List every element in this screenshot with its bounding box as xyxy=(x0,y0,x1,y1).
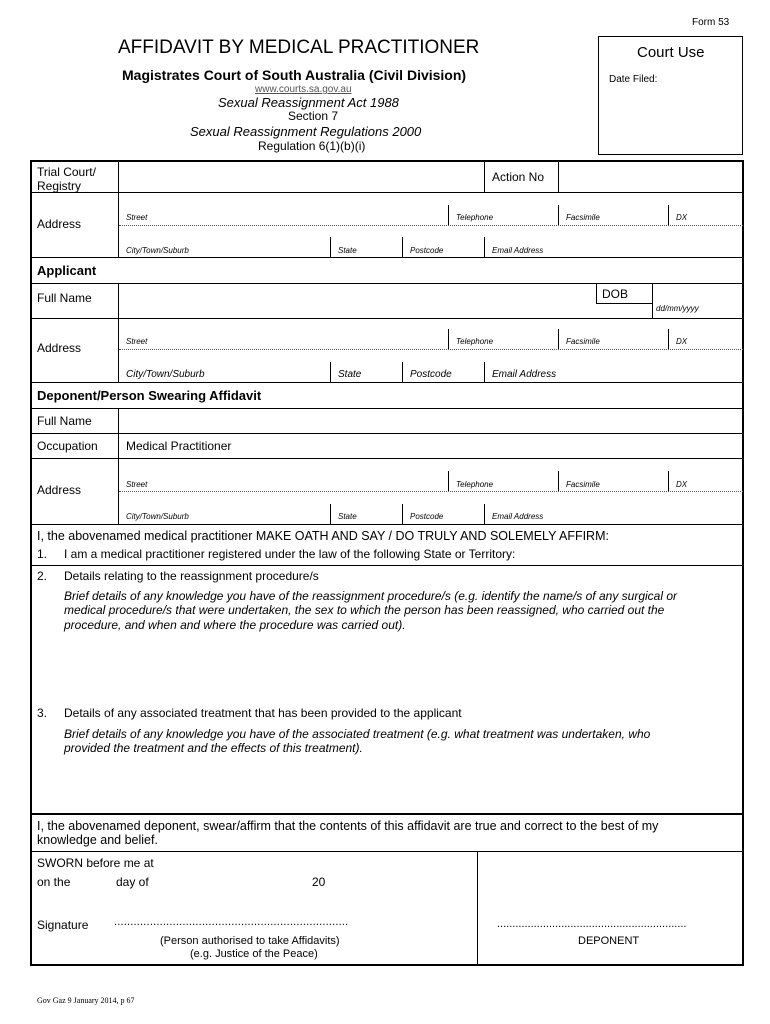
applicant-facsimile-input[interactable] xyxy=(560,320,664,348)
authorised-person-caption: (Person authorised to take Affidavits) xyxy=(160,935,340,947)
court-website-link[interactable]: www.courts.sa.gov.au xyxy=(255,84,352,95)
applicant-email-input[interactable] xyxy=(486,351,742,381)
deponent-heading: Deponent/Person Swearing Affidavit xyxy=(37,388,262,403)
applicant-heading: Applicant xyxy=(37,263,97,278)
applicant-state-input[interactable] xyxy=(332,351,402,381)
deponent-address-label: Address xyxy=(37,483,82,497)
trial-address-label: Address xyxy=(37,217,82,231)
telephone-caption: Telephone xyxy=(456,213,494,222)
occupation-label: Occupation xyxy=(37,439,98,453)
deponent-facsimile-input[interactable] xyxy=(560,460,664,490)
item3-brief-line1: Brief details of any knowledge you have of the associated treatment (e.g. what treatment was undertaken, who xyxy=(64,727,651,741)
item3-number: 3. xyxy=(37,706,48,720)
deponent-fullname-input[interactable] xyxy=(120,410,742,432)
postcode-caption: Postcode xyxy=(410,246,444,255)
dx-caption: DX xyxy=(676,213,688,222)
deponent-signature-line[interactable]: .............................................................. xyxy=(497,918,687,930)
sworn-month-input[interactable] xyxy=(160,873,306,891)
day-of-label: day of xyxy=(116,875,149,889)
date-filed-input[interactable] xyxy=(673,71,739,87)
court-use-box xyxy=(598,36,743,155)
applicant-telephone-input[interactable] xyxy=(450,320,554,348)
sworn-before-label: SWORN before me at xyxy=(37,856,154,870)
telephone-caption: Telephone xyxy=(456,337,494,346)
city-caption: City/Town/Suburb xyxy=(126,512,189,521)
deponent-fullname-label: Full Name xyxy=(37,414,92,428)
item2-brief-line2: medical procedure/s that were undertaken, the sex to which the person has been reassigned, who carried out the xyxy=(64,603,665,617)
trial-telephone-input[interactable] xyxy=(450,194,554,224)
email-caption: Email Address xyxy=(492,512,544,521)
trial-court-input[interactable] xyxy=(120,162,482,192)
trial-postcode-input[interactable] xyxy=(404,227,484,257)
state-caption: State xyxy=(338,246,357,255)
item2-brief-line1: Brief details of any knowledge you have of the reassignment procedure/s (e.g. identify the name/s of any surgical or xyxy=(64,589,678,603)
applicant-dx-input[interactable] xyxy=(670,320,742,348)
trial-city-input[interactable] xyxy=(120,227,328,257)
deponent-city-input[interactable] xyxy=(120,493,328,523)
oath-intro: I, the abovenamed medical practitioner MAKE OATH AND SAY / DO TRULY AND SOLEMELY AFFIRM: xyxy=(37,529,609,543)
applicant-address-label: Address xyxy=(37,341,82,355)
court-name: Magistrates Court of South Australia (Civil Division) xyxy=(122,67,467,83)
trial-court-label: Trial Court/ Registry xyxy=(37,165,96,193)
facsimile-caption: Facsimile xyxy=(566,337,600,346)
item1-number: 1. xyxy=(37,547,48,561)
year-prefix: 20 xyxy=(312,875,326,889)
facsimile-caption: Facsimile xyxy=(566,213,600,222)
city-caption: City/Town/Suburb xyxy=(126,369,205,380)
act-name: Sexual Reassignment Act 1988 xyxy=(218,95,399,110)
deponent-state-input[interactable] xyxy=(332,493,402,523)
trial-email-input[interactable] xyxy=(486,227,742,257)
item1-text: I am a medical practitioner registered under the law of the following State or Territory: xyxy=(64,547,516,561)
form-number: Form 53 xyxy=(692,17,730,28)
state-caption: State xyxy=(338,369,362,380)
applicant-street-input[interactable] xyxy=(120,320,446,348)
dx-caption: DX xyxy=(676,337,688,346)
sworn-day-input[interactable] xyxy=(76,873,112,891)
deponent-postcode-input[interactable] xyxy=(404,493,484,523)
dx-caption: DX xyxy=(676,480,688,489)
postcode-caption: Postcode xyxy=(410,369,452,380)
deponent-telephone-input[interactable] xyxy=(450,460,554,490)
action-no-label: Action No xyxy=(492,170,545,184)
postcode-caption: Postcode xyxy=(410,512,444,521)
street-caption: Street xyxy=(126,213,148,222)
deponent-dx-input[interactable] xyxy=(670,460,742,490)
item3-brief-line2: provided the treatment and the effects of this treatment). xyxy=(64,741,363,755)
sworn-year-input[interactable] xyxy=(328,873,378,891)
item3-heading: Details of any associated treatment that has been provided to the applicant xyxy=(64,706,462,720)
court-use-title: Court Use xyxy=(637,44,705,61)
trial-state-input[interactable] xyxy=(332,227,402,257)
dob-label: DOB xyxy=(602,287,629,301)
signature-label: Signature xyxy=(37,918,89,932)
declaration-line2: knowledge and belief. xyxy=(37,833,158,847)
applicant-postcode-input[interactable] xyxy=(404,351,484,381)
on-the-label: on the xyxy=(37,875,71,889)
section-ref: Section 7 xyxy=(288,109,339,123)
dob-format: dd/mm/yyyy xyxy=(656,304,699,313)
state-caption: State xyxy=(338,512,357,521)
deponent-label: DEPONENT xyxy=(578,935,640,947)
date-filed-label: Date Filed: xyxy=(609,74,658,85)
regulation-ref: Regulation 6(1)(b)(i) xyxy=(258,139,366,153)
street-caption: Street xyxy=(126,337,148,346)
gazette-footer: Gov Gaz 9 January 2014, p 67 xyxy=(37,996,135,1005)
city-caption: City/Town/Suburb xyxy=(126,246,189,255)
justice-of-peace-caption: (e.g. Justice of the Peace) xyxy=(190,948,318,960)
item2-number: 2. xyxy=(37,569,48,583)
witness-signature-line[interactable]: ........................................................................ xyxy=(114,916,349,928)
trial-street-input[interactable] xyxy=(120,194,446,224)
page-title: AFFIDAVIT BY MEDICAL PRACTITIONER xyxy=(118,37,480,58)
applicant-city-input[interactable] xyxy=(120,351,328,381)
occupation-value: Medical Practitioner xyxy=(126,439,232,453)
dob-input[interactable] xyxy=(654,285,742,303)
declaration-line1: I, the abovenamed deponent, swear/affirm that the contents of this affidavit are true and correct to the best of my xyxy=(37,819,659,833)
action-no-input[interactable] xyxy=(560,162,742,192)
deponent-street-input[interactable] xyxy=(120,460,446,490)
street-caption: Street xyxy=(126,480,148,489)
trial-facsimile-input[interactable] xyxy=(560,194,664,224)
sworn-place-input[interactable] xyxy=(166,854,472,872)
applicant-fullname-input[interactable] xyxy=(120,285,594,317)
applicant-fullname-label: Full Name xyxy=(37,291,92,305)
item2-brief-line3: procedure, and when and where the procedure was carried out). xyxy=(64,618,406,632)
regulations-name: Sexual Reassignment Regulations 2000 xyxy=(190,124,422,139)
facsimile-caption: Facsimile xyxy=(566,480,600,489)
item2-details-input[interactable] xyxy=(62,636,740,702)
email-caption: Email Address xyxy=(492,369,557,380)
trial-dx-input[interactable] xyxy=(670,194,742,224)
telephone-caption: Telephone xyxy=(456,480,494,489)
email-caption: Email Address xyxy=(492,246,544,255)
item3-details-input[interactable] xyxy=(62,758,740,810)
item2-heading: Details relating to the reassignment procedure/s xyxy=(64,569,319,583)
deponent-email-input[interactable] xyxy=(486,493,742,523)
